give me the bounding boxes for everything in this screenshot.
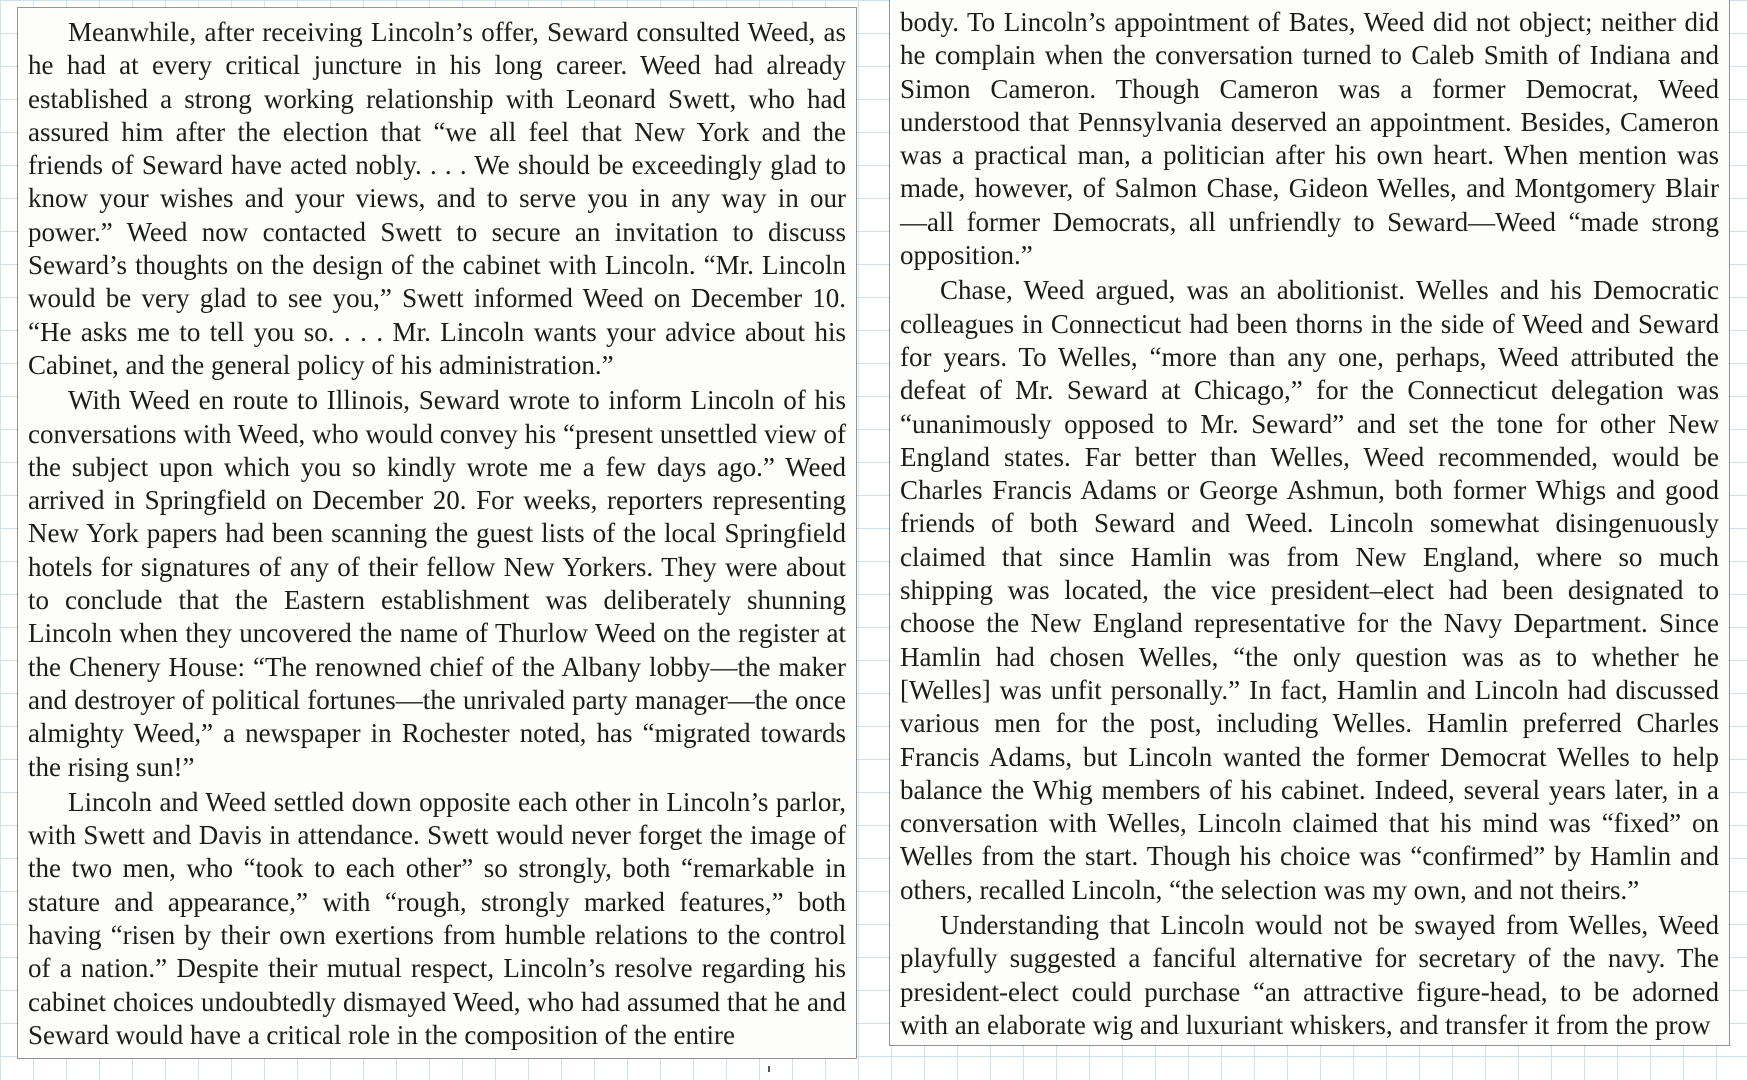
- right-paragraph-3: Understanding that Lincoln would not be swayed from Welles, Weed playfully suggested a fanciful alternative for secretary of the navy. The president-elect could purchase “an attractive figure-head, to be adorned with an elaborate wig and luxuriant whiskers, and transfer it from the prow: [900, 910, 1719, 1040]
- left-paragraph-3: Lincoln and Weed settled down opposite each other in Lincoln’s parlor, with Swett and Davis in attendance. Swett would never forget the image of the two men, who “took to each other” so strongly, both “remarkable in stature and appearance,” with “rough, strongly marked features,” both having “risen by their own exertions from humble relations to the control of a nation.” Despite their mutual respect, Lincoln’s resolve regarding his cabinet choices undoubtedly dismayed Weed, who had assumed that he and Seward would have a critical role in the composition of the entire: [28, 786, 846, 1050]
- right-paragraph-2: Chase, Weed argued, was an abolitionist. Welles and his Democratic colleagues in Connecticut had been thorns in the side of Weed and Seward for years. To Welles, “more than any one, perhaps, Weed attributed the defeat of Mr. Seward at Chicago,” for the Connecticut delegation was “unanimously opposed to Mr. Seward” and set the tone for other New England states. Far better than Welles, Weed recommended, would be Charles Francis Adams or George Ashmun, both former Whigs and good friends of both Seward and Weed. Lincoln somewhat disingenuously claimed that since Hamlin was from New England, where so much shipping was located, the vice president–elect had been designated to choose the New England representative for the Navy Department. Since Hamlin had chosen Welles, “the only question was as to whether he [Welles] was unfit personally.” In fact, Hamlin and Lincoln had discussed various men for the post, including Welles. Hamlin preferred Charles Francis Adams, but Lincoln wanted the former Democrat Welles to help balance the Whig members of his cabinet. Indeed, several years later, in a conversation with Welles, Lincoln claimed that his mind was “fixed” on Welles from the start. Though his choice was “confirmed” by Hamlin and others, recalled Lincoln, “the selection was my own, and not theirs.”: [900, 275, 1719, 905]
- left-paragraph-1: Meanwhile, after receiving Lincoln’s offer, Seward consulted Weed, as he had at every critical juncture in his long career. Weed had already established a strong working relationship with Leonard Swett, who had assured him after the election that “we all feel that New York and the friends of Seward have acted nobly. . . . We should be exceedingly glad to know your wishes and your views, and to serve you in any way in our power.” Weed now contacted Swett to secure an invitation to discuss Seward’s thoughts on the design of the cabinet with Lincoln. “Mr. Lincoln would be very glad to see you,” Swett informed Weed on December 10. “He asks me to tell you so. . . . Mr. Lincoln wants your advice about his Cabinet, and the general policy of his administration.”: [28, 17, 846, 380]
- right-paragraph-1: body. To Lincoln’s appointment of Bates, Weed did not object; neither did he complain when the conversation turned to Caleb Smith of Indiana and Simon Cameron. Though Cameron was a former Democrat, Weed understood that Pennsylvania deserved an appointment. Besides, Cameron was a practical man, a politician after his own heart. When mention was made, however, of Salmon Chase, Gideon Welles, and Montgomery Blair—all former Democrats, all unfriendly to Seward—Weed “made strong opposition.”: [900, 7, 1719, 271]
- left-paragraph-2: With Weed en route to Illinois, Seward wrote to inform Lincoln of his conversations with Weed, who would convey his “present unsettled view of the subject upon which you so kindly wrote me a few days ago.” Weed arrived in Springfield on December 20. For weeks, reporters representing New York papers had been scanning the guest lists of the local Springfield hotels for signatures of any of their fellow New Yorkers. They were about to conclude that the Eastern establishment was deliberately shunning Lincoln when they uncovered the name of Thurlow Weed on the register at the Chenery House: “The renowned chief of the Albany lobby—the maker and destroyer of political fortunes—the unrivaled party manager—the once almighty Weed,” a newspaper in Rochester noted, has “migrated towards the rising sun!”: [28, 385, 846, 782]
- scan-mark: [768, 1066, 770, 1072]
- right-column-clipping: [890, 0, 1729, 1045]
- left-column-clipping: [18, 8, 856, 1058]
